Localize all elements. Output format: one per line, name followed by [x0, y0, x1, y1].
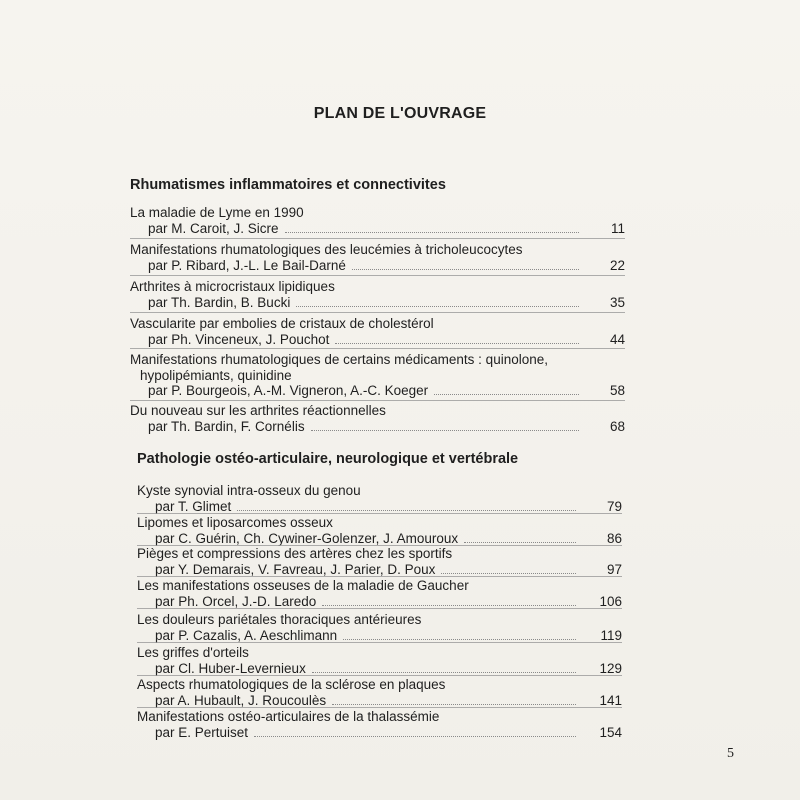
entry-title: Aspects rhumatologiques de la sclérose en plaques — [137, 677, 446, 692]
leader-dots — [312, 661, 576, 673]
entry-authors: par Ph. Vinceneux, J. Pouchot — [148, 331, 330, 347]
entry-page-number: 129 — [599, 660, 622, 676]
toc-entry[interactable] — [130, 403, 625, 434]
toc-entry[interactable] — [137, 483, 622, 514]
leader-dots — [285, 221, 579, 233]
section-heading-1: Rhumatismes inflammatoires et connectivites — [130, 177, 446, 193]
entry-page-number: 154 — [599, 724, 622, 740]
divider — [130, 312, 625, 313]
entry-page-number: 22 — [609, 257, 625, 273]
divider — [137, 576, 622, 577]
entry-title: La maladie de Lyme en 1990 — [130, 205, 304, 220]
divider — [137, 513, 622, 514]
entry-page-number: 58 — [609, 383, 625, 398]
entry-authors: par P. Cazalis, A. Aeschlimann — [155, 627, 338, 643]
entry-title: Arthrites à microcristaux lipidiques — [130, 279, 335, 294]
entry-title-continued: hypolipémiants, quinidine — [140, 367, 292, 383]
toc-entry[interactable] — [137, 645, 622, 676]
entry-authors: par Ph. Orcel, J.-D. Laredo — [155, 593, 317, 609]
leader-dots — [441, 562, 576, 574]
toc-entry[interactable] — [137, 515, 622, 546]
entry-page-number: 44 — [609, 331, 625, 347]
entry-page-number: 141 — [599, 692, 622, 708]
entry-page-number: 79 — [606, 498, 622, 514]
entry-authors: par E. Pertuiset — [155, 724, 249, 740]
leader-dots — [343, 628, 576, 640]
leader-dots — [296, 295, 579, 307]
entry-title: Lipomes et liposarcomes osseux — [137, 515, 333, 530]
entry-authors: par Th. Bardin, F. Cornélis — [148, 418, 305, 434]
toc-entry[interactable] — [130, 316, 625, 347]
entry-title: Manifestations rhumatologiques de certains médicaments : quinolone, — [130, 352, 548, 367]
toc-entry[interactable] — [137, 677, 622, 708]
toc-entry[interactable] — [137, 578, 622, 609]
toc-entry[interactable] — [137, 612, 622, 643]
section-heading-2: Pathologie ostéo-articulaire, neurologique et vertébrale — [137, 451, 519, 467]
toc-entry[interactable] — [130, 242, 625, 273]
entry-page-number: 86 — [606, 530, 622, 546]
toc-entry[interactable] — [137, 546, 622, 577]
entry-title: Les griffes d'orteils — [137, 645, 249, 660]
entry-page-number: 97 — [606, 561, 622, 577]
entry-title: Manifestations rhumatologiques des leucémies à tricholeucocytes — [130, 242, 523, 257]
divider — [137, 642, 622, 643]
leader-dots — [335, 332, 579, 344]
entry-authors: par Th. Bardin, B. Bucki — [148, 294, 291, 310]
entry-title: Les douleurs pariétales thoraciques antérieures — [137, 612, 422, 627]
entry-authors: par P. Bourgeois, A.-M. Vigneron, A.-C. Koeger — [148, 383, 429, 398]
entry-authors: par A. Hubault, J. Roucoulès — [155, 692, 327, 708]
toc-entry[interactable] — [130, 205, 625, 236]
leader-dots — [434, 383, 579, 395]
divider — [130, 238, 625, 239]
leader-dots — [237, 499, 576, 511]
toc-entry[interactable] — [137, 709, 622, 740]
divider — [130, 275, 625, 276]
entry-title: Manifestations ostéo-articulaires de la thalassémie — [137, 709, 440, 724]
entry-title: Du nouveau sur les arthrites réactionnelles — [130, 403, 386, 418]
entry-authors: par P. Ribard, J.-L. Le Bail-Darné — [148, 257, 346, 273]
entry-title: Kyste synovial intra-osseux du genou — [137, 483, 361, 498]
entry-page-number: 106 — [599, 593, 622, 609]
entry-page-number: 68 — [609, 418, 625, 434]
leader-dots — [311, 419, 579, 431]
entry-title: Vascularite par embolies de cristaux de cholestérol — [130, 316, 434, 331]
page-title: PLAN DE L'OUVRAGE — [313, 105, 487, 122]
entry-page-number: 35 — [609, 294, 625, 310]
leader-dots — [254, 725, 576, 737]
divider — [130, 400, 625, 401]
divider — [137, 675, 622, 676]
divider — [137, 707, 622, 708]
toc-entry[interactable] — [130, 352, 625, 399]
leader-dots — [464, 531, 576, 543]
entry-authors: par T. Glimet — [155, 498, 232, 514]
leader-dots — [322, 594, 576, 606]
divider — [137, 608, 622, 609]
leader-dots — [352, 258, 579, 270]
divider — [130, 348, 625, 349]
toc-entry[interactable] — [130, 279, 625, 310]
entry-title: Les manifestations osseuses de la maladie de Gaucher — [137, 578, 469, 593]
leader-dots — [332, 693, 576, 705]
entry-page-number: 11 — [610, 220, 625, 236]
entry-authors: par Cl. Huber-Levernieux — [155, 660, 306, 676]
entry-authors: par C. Guérin, Ch. Cywiner-Golenzer, J. Amouroux — [155, 530, 459, 546]
entry-page-number: 119 — [600, 627, 622, 643]
entry-title: Pièges et compressions des artères chez les sportifs — [137, 546, 453, 561]
page-number: 5 — [727, 746, 734, 761]
entry-authors: par Y. Demarais, V. Favreau, J. Parier, D. Poux — [155, 561, 436, 577]
entry-authors: par M. Caroit, J. Sicre — [148, 220, 279, 236]
